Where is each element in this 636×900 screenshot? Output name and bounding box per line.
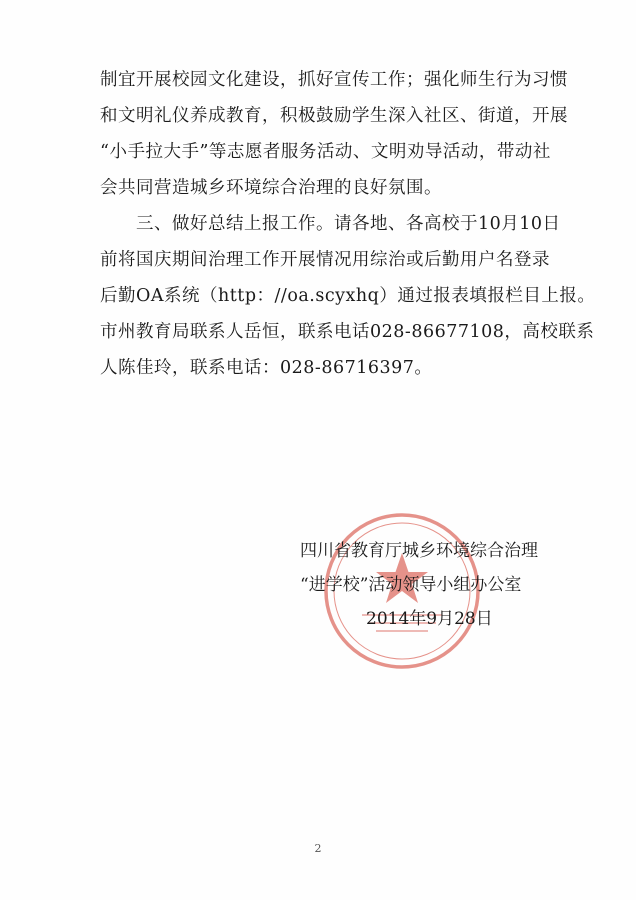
body-line: 和文明礼仪养成教育，积极鼓励学生深入社区、街道，开展 <box>100 106 568 126</box>
body-line: 市州教育局联系人岳恒，联系电话028-86677108，高校联系 <box>100 322 595 342</box>
issue-date: 2014年9月28日 <box>366 609 493 629</box>
issuing-org-line2: “进学校”活动领导小组办公室 <box>300 575 522 595</box>
body-line: 后勤OA系统（http：//oa.scyxhq）通过报表填报栏目上报。 <box>100 286 596 306</box>
body-line: 制宜开展校园文化建设，抓好宣传工作；强化师生行为习惯 <box>100 70 568 90</box>
body-line: 前将国庆期间治理工作开展情况用综治或后勤用户名登录 <box>100 250 550 270</box>
issuing-org-line1: 四川省教育厅城乡环境综合治理 <box>300 541 538 561</box>
signature-block <box>300 534 550 636</box>
page-number: 2 <box>314 842 322 855</box>
body-line: 三、做好总结上报工作。请各地、各高校于10月10日 <box>100 214 561 234</box>
body-text <box>100 62 596 386</box>
body-line: 会共同营造城乡环境综合治理的良好氛围。 <box>100 178 442 198</box>
body-line: 人陈佳玲，联系电话：028-86716397。 <box>100 358 433 378</box>
body-line: “小手拉大手”等志愿者服务活动、文明劝导活动，带动社 <box>100 142 551 162</box>
